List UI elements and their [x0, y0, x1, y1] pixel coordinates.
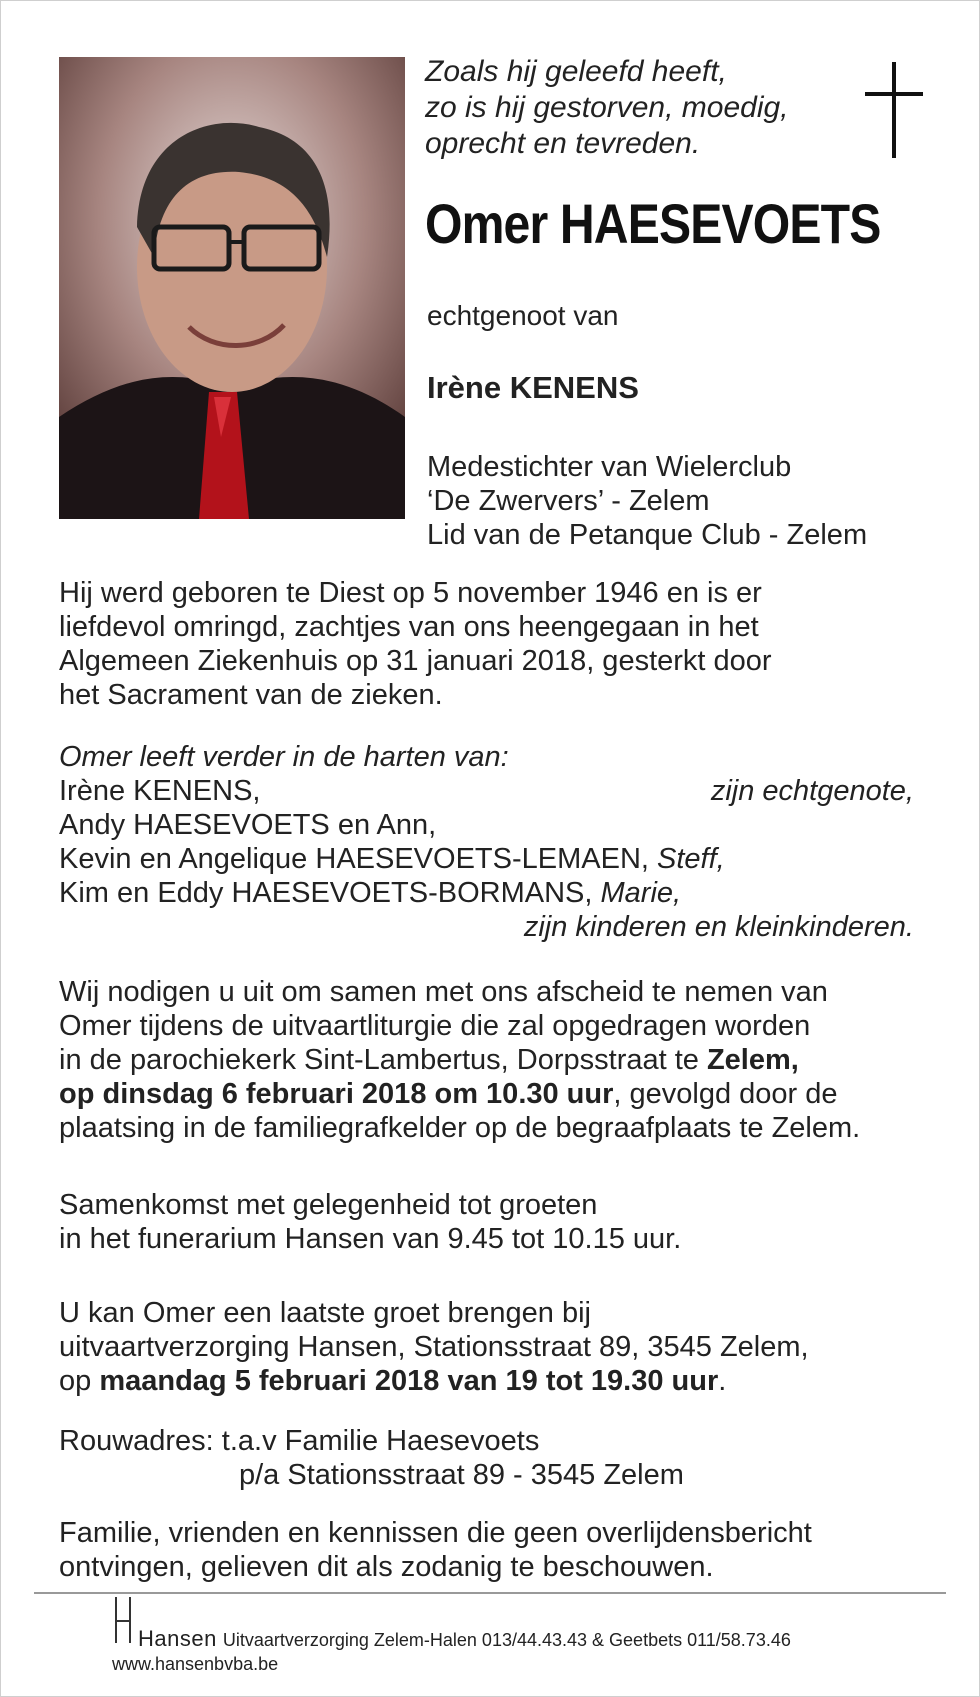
roles-list: [427, 450, 867, 552]
visit-paragraph: [59, 1296, 809, 1398]
text-line: U kan Omer een laatste groet brengen bij: [59, 1297, 591, 1329]
role-line: Lid van de Petanque Club - Zelem: [427, 519, 868, 551]
grandchild-name: Marie,: [600, 877, 682, 909]
quote-line: oprecht en tevreden.: [425, 127, 701, 160]
website-link[interactable]: www.hansenbvba.be: [112, 1654, 279, 1674]
quote-line: Zoals hij geleefd heeft,: [425, 55, 727, 88]
survivor-name: Irène KENENS,: [59, 775, 261, 807]
text-segment: in de parochiekerk Sint-Lambertus, Dorpsstraat te: [59, 1044, 707, 1076]
text-line: Familie, vrienden en kennissen die geen overlijdensbericht: [59, 1517, 812, 1549]
survivor-row: [59, 842, 914, 876]
gathering-paragraph: [59, 1188, 681, 1256]
footer-contact: [138, 1626, 791, 1652]
survivors-section: [59, 740, 914, 944]
spouse-name: Irène KENENS: [427, 370, 639, 405]
funeral-date-bold: op dinsdag 6 februari 2018 om 10.30 uur: [59, 1078, 614, 1110]
birth-paragraph: [59, 576, 772, 712]
text-line: uitvaartverzorging Hansen, Stationsstraat 89, 3545 Zelem,: [59, 1331, 809, 1363]
cross-icon: [865, 62, 923, 158]
survivor-row: Andy HAESEVOETS en Ann,: [59, 809, 437, 841]
spouse-label: echtgenoot van: [427, 300, 619, 331]
survivor-name: Kevin en Angelique HAESEVOETS-LEMAEN,: [59, 843, 649, 875]
text-segment: , gevolgd door de: [613, 1078, 838, 1110]
text-line: ontvingen, gelieven dit als zodanig te beschouwen.: [59, 1551, 714, 1583]
text-line: Rouwadres: t.a.v Familie Haesevoets: [59, 1425, 540, 1457]
text-line: Wij nodigen u uit om samen met ons afscheid te nemen van: [59, 976, 828, 1008]
survivor-row: [59, 876, 914, 910]
location-bold: Zelem,: [706, 1044, 799, 1076]
survivor-row: [59, 910, 914, 944]
survivor-relation: zijn echtgenote,: [710, 775, 914, 807]
text-line: Hij werd geboren te Diest op 5 november 1946 en is er: [59, 577, 762, 609]
text-line: [59, 1043, 860, 1077]
invitation-paragraph: [59, 975, 860, 1145]
text-line: Algemeen Ziekenhuis op 31 januari 2018, gesterkt door: [59, 645, 772, 677]
closing-paragraph: [59, 1516, 812, 1584]
text-line: p/a Stationsstraat 89 - 3545 Zelem: [239, 1459, 684, 1491]
visit-date-bold: maandag 5 februari 2018 van 19 tot 19.30 uur: [99, 1365, 719, 1397]
role-line: Medestichter van Wielerclub: [427, 451, 792, 483]
address-paragraph: [59, 1424, 684, 1492]
portrait-photo: [59, 57, 405, 519]
text-line: liefdevol omringd, zachtjes van ons heengegaan in het: [59, 611, 759, 643]
memorial-quote: [425, 54, 789, 162]
footer-details: Uitvaartverzorging Zelem-Halen 013/44.43.43 & Geetbets 011/58.73.46: [222, 1630, 791, 1650]
hansen-logo-icon: [112, 1597, 138, 1643]
text-line: Omer tijdens de uitvaartliturgie die zal opgedragen worden: [59, 1010, 811, 1042]
text-line: in het funerarium Hansen van 9.45 tot 10.15 uur.: [59, 1223, 682, 1255]
text-line: Samenkomst met gelegenheid tot groeten: [59, 1189, 598, 1221]
survivors-intro: Omer leeft verder in de harten van:: [59, 741, 509, 773]
brand-name: Hansen: [138, 1626, 217, 1651]
role-line: ‘De Zwervers’ - Zelem: [427, 485, 710, 517]
text-segment: op: [59, 1365, 100, 1397]
divider: [34, 1592, 946, 1594]
deceased-name: Omer HAESEVOETS: [425, 192, 881, 255]
text-segment: .: [718, 1365, 727, 1397]
text-line: plaatsing in de familiegrafkelder op de begraafplaats te Zelem.: [59, 1112, 861, 1144]
survivor-relation: zijn kinderen en kleinkinderen.: [523, 911, 914, 943]
text-line: het Sacrament van de zieken.: [59, 679, 443, 711]
survivor-name: Kim en Eddy HAESEVOETS-BORMANS,: [59, 877, 593, 909]
survivor-row: [59, 774, 914, 808]
quote-line: zo is hij gestorven, moedig,: [425, 91, 789, 124]
text-line: [59, 1364, 809, 1398]
grandchild-name: Steff,: [657, 843, 725, 875]
text-line: [59, 1077, 860, 1111]
